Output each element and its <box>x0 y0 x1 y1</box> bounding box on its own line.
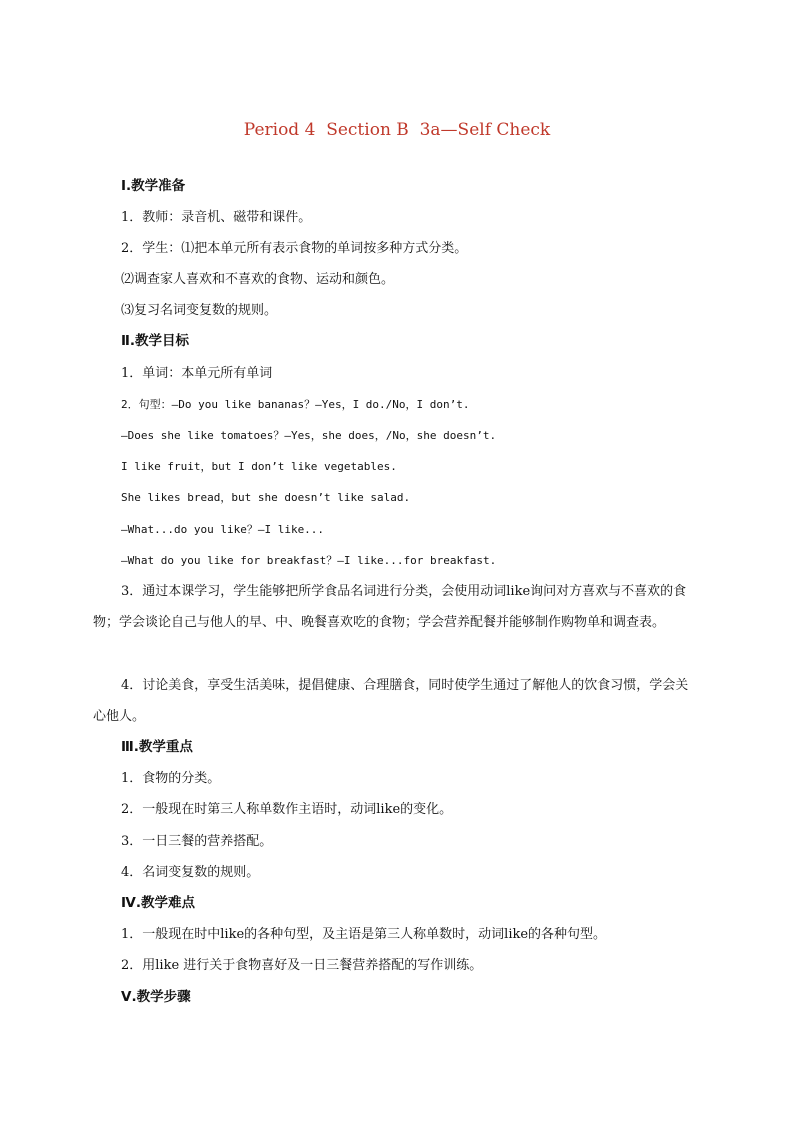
section-heading-key-points: Ⅲ.教学重点 <box>121 739 193 755</box>
key-point-2: 2．一般现在时第三人称单数作主语时，动词like的变化。 <box>121 802 453 817</box>
sentence-pattern-5: —What...do you like？—I like... <box>121 523 325 536</box>
document-title: Period 4 Section B 3a—Self Check <box>243 120 551 140</box>
section-heading-objectives: Ⅱ.教学目标 <box>121 333 190 349</box>
difficulty-item-2: 2．用like 进行关于食物喜好及一日三餐营养搭配的写作训练。 <box>121 958 483 973</box>
objective-item-2: 2．句型：—Do you like bananas？—Yes，I do./No，I don’t. <box>121 398 470 411</box>
sentence-pattern-4: She likes bread，but she doesn’t like salad. <box>121 491 411 504</box>
prep-item-2b: ⑵调查家人喜欢和不喜欢的食物、运动和颜色。 <box>121 272 395 287</box>
key-point-3: 3．一日三餐的营养搭配。 <box>121 834 273 849</box>
section-heading-preparation: Ⅰ.教学准备 <box>121 178 186 194</box>
sentence-pattern-6: —What do you like for breakfast？—I like...for breakfast. <box>121 554 497 567</box>
objective-item-4: 4．讨论美食，享受生活美味，提倡健康、合理膳食，同时使学生通过了解他人的饮食习惯，学会关心他人。 <box>93 678 689 724</box>
section-heading-difficulties: Ⅳ.教学难点 <box>121 895 195 911</box>
key-point-4: 4．名词变复数的规则。 <box>121 865 260 880</box>
prep-item-2: 2．学生：⑴把本单元所有表示食物的单词按多种方式分类。 <box>121 241 468 256</box>
prep-item-2c: ⑶复习名词变复数的规则。 <box>121 303 278 318</box>
sentence-pattern-2: —Does she like tomatoes？—Yes，she does，/No，she doesn’t. <box>121 429 497 442</box>
difficulty-item-1: 1．一般现在时中like的各种句型，及主语是第三人称单数时，动词like的各种句型。 <box>121 927 607 942</box>
key-point-1: 1．食物的分类。 <box>121 771 221 786</box>
objective-item-1: 1．单词：本单元所有单词 <box>121 366 273 381</box>
section-heading-steps: Ⅴ.教学步骤 <box>121 989 191 1005</box>
prep-item-1: 1．教师：录音机、磁带和课件。 <box>121 210 312 225</box>
sentence-pattern-3: I like fruit，but I don’t like vegetables. <box>121 460 397 473</box>
objective-item-3: 3．通过本课学习，学生能够把所学食品名词进行分类，会使用动词like询问对方喜欢与不喜欢的食物；学会谈论自己与他人的早、中、晚餐喜欢吃的食物；学会营养配餐并能够制作购物单和调查表。 <box>93 584 687 630</box>
